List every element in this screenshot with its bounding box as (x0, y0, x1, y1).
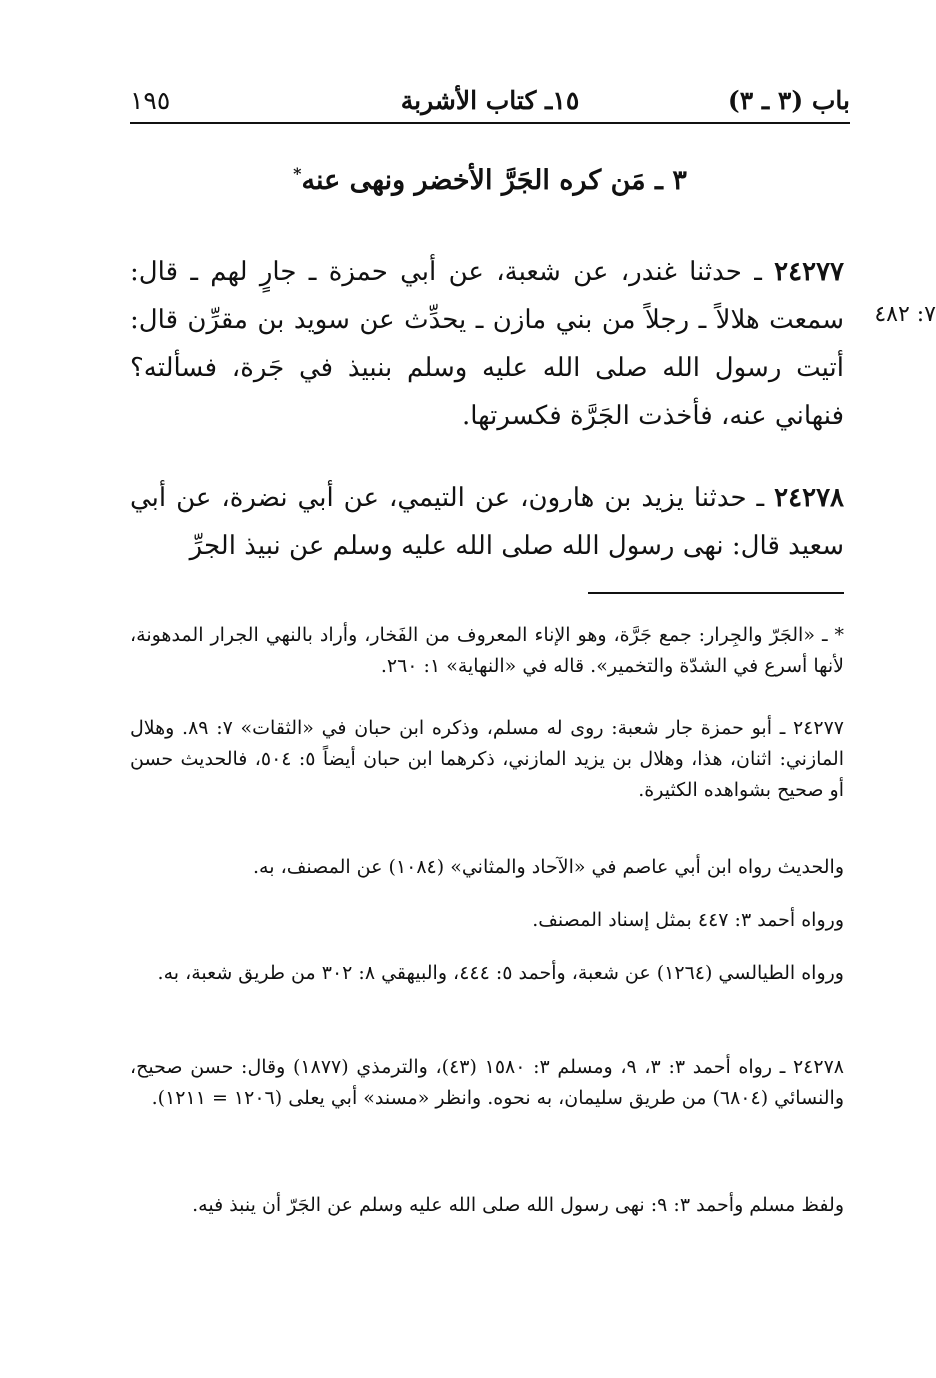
footnote-24277-d: ورواه الطيالسي (١٢٦٤) عن شعبة، وأحمد ٥: ٤٤٤، والبيهقي ٨: ٣٠٢ من طريق شعبة، به. (157, 962, 844, 984)
footnote-24277-b: والحديث رواه ابن أبي عاصم في «الآحاد والمثاني» (١٠٨٤) عن المصنف، به. (253, 856, 844, 878)
footnote-mark: * (293, 164, 302, 183)
chapter-title (130, 164, 850, 196)
footnote-24278-a: ٢٤٢٧٨ ـ رواه أحمد ٣: ٣، ٩، ومسلم ٣: ١٥٨٠ (٤٣)، والترمذي (١٨٧٧) وقال: حسن صحيح، والنسائي (٦٨٠٤) من طريق سليمان، به نحوه. وانظر «مسند» أبي يعلى (١٢٠٦ = ١٢١١). (130, 1056, 844, 1109)
page-number: ١٩٥ (130, 86, 171, 115)
hadith-number: ٢٤٢٧٧ (774, 257, 844, 287)
running-header (130, 82, 850, 124)
hadith-24277 (130, 248, 844, 440)
footnote-24278-b: ولفظ مسلم وأحمد ٣: ٩: نهى رسول الله صلى الله عليه وسلم عن الجَرّ أن ينبذ فيه. (192, 1194, 844, 1216)
footnote-24277-a: ٢٤٢٧٧ ـ أبو حمزة جار شعبة: روى له مسلم، وذكره ابن حبان في «الثقات» ٧: ٨٩. وهلال المازني: اثنان، هذا، وهلال بن يزيد المازني، ذكرهما ابن حبان أيضاً ٥: ٥٠٤، فالحديث حسن أو صحيح بشواهده الكثيرة. (130, 717, 844, 801)
hadith-24278 (130, 474, 844, 570)
hadith-number: ٢٤٢٧٨ (774, 483, 844, 513)
header-chapter-ref: باب (٣ ـ ٣) (727, 86, 850, 115)
header-book-title: ١٥ـ كتاب الأشربة (400, 86, 580, 115)
footnote-separator (588, 592, 844, 594)
chapter-title-text: ٣ ـ مَن كره الجَرَّ الأخضر ونهى عنه (301, 165, 687, 196)
margin-reference: ٧: ٤٨٢ (874, 302, 936, 327)
footnote-24277-c: ورواه أحمد ٣: ٤٤٧ بمثل إسناد المصنف. (532, 909, 844, 931)
hadith-text: ـ حدثنا غندر، عن شعبة، عن أبي حمزة ـ جارٍ لهم ـ قال: سمعت هلالاً ـ رجلاً من بني مازن ـ يحدِّث عن سويد بن مقرِّن قال: أتيت رسول الله صلى الله عليه وسلم بنبيذ في جَرة، فسألته؟ فنهاني عنه، فأخذت الجَرَّة فكسرتها. (130, 257, 844, 431)
hadith-text: ـ حدثنا يزيد بن هارون، عن التيمي، عن أبي نضرة، عن أبي سعيد قال: نهى رسول الله صلى الله عليه وسلم عن نبيذ الجرِّ (130, 483, 844, 561)
footnote-star: * ـ «الجَرّ والجِرار: جمع جَرَّة، وهو الإناء المعروف من الفَخار، وأراد بالنهي الجرار المدهونة، لأنها أسرع في الشدّة والتخمير». قاله في «النهاية» ١: ٢٦٠. (130, 624, 844, 677)
